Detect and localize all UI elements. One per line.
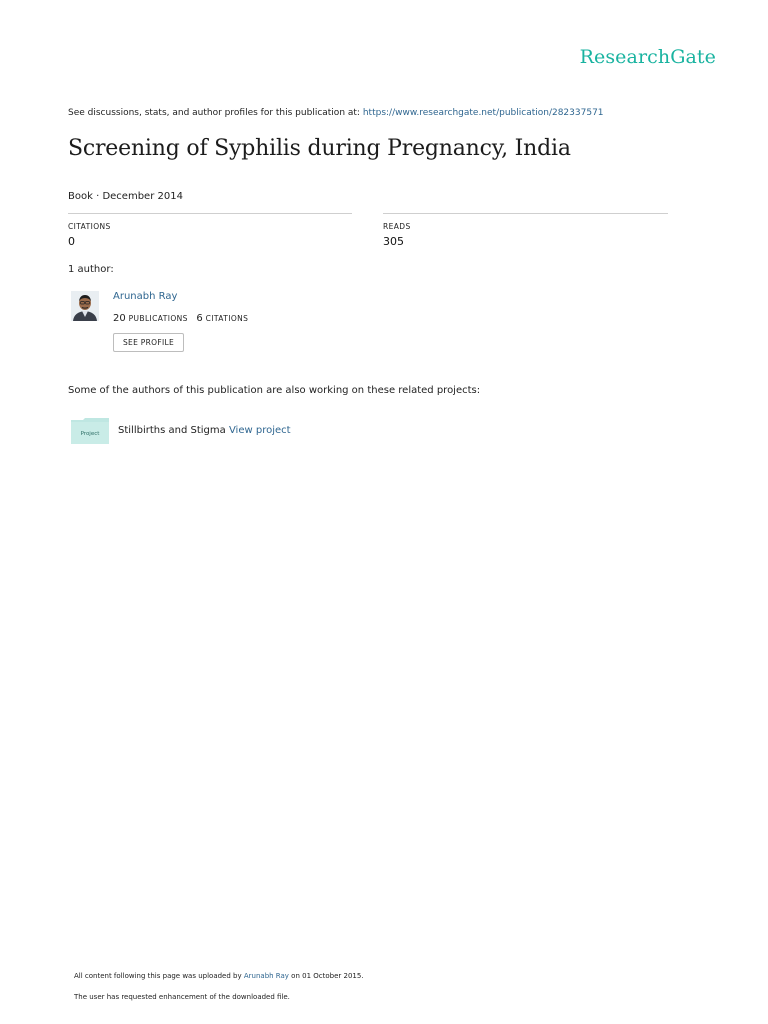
author-citations-count: 6 — [196, 313, 203, 324]
uploader-link[interactable]: Arunabh Ray — [243, 972, 289, 980]
author-citations-label: CITATIONS — [205, 314, 249, 323]
reads-divider — [383, 213, 668, 214]
meta-separator: · — [96, 191, 100, 202]
citations-divider — [68, 213, 352, 214]
authors-count: 1 author: — [68, 264, 114, 275]
enhancement-note: The user has requested enhancement of the downloaded file. — [74, 993, 290, 1001]
publication-title: Screening of Syphilis during Pregnancy, India — [68, 136, 571, 161]
publication-type: Book — [68, 191, 93, 202]
see-profile-button[interactable]: SEE PROFILE — [113, 333, 184, 352]
project-item — [118, 425, 291, 436]
researchgate-logo[interactable]: ResearchGate — [579, 46, 716, 68]
view-project-link[interactable]: View project — [228, 425, 291, 436]
project-folder-svg — [71, 418, 109, 444]
upload-note — [74, 972, 364, 980]
project-folder-icon[interactable] — [71, 418, 109, 444]
publication-date: December 2014 — [102, 191, 183, 202]
publication-meta — [68, 191, 183, 202]
avatar-image — [71, 291, 99, 321]
citations-label: CITATIONS — [68, 222, 111, 231]
upload-suffix: on 01 October 2015. — [291, 972, 364, 980]
author-stats — [113, 313, 248, 324]
discussion-line — [68, 108, 604, 118]
project-name: Stillbirths and Stigma — [118, 425, 226, 436]
author-avatar[interactable] — [71, 291, 99, 321]
author-name-link[interactable]: Arunabh Ray — [113, 291, 178, 302]
citations-value: 0 — [68, 235, 75, 248]
discussion-text: See discussions, stats, and author profiles for this publication at: — [68, 108, 360, 118]
upload-prefix: All content following this page was uploaded by — [74, 972, 242, 980]
reads-label: READS — [383, 222, 411, 231]
related-projects-heading: Some of the authors of this publication are also working on these related projects: — [68, 385, 481, 396]
author-publications-count: 20 — [113, 313, 126, 324]
project-icon-label: Project — [80, 431, 100, 437]
publication-url-link[interactable]: https://www.researchgate.net/publication/282337571 — [362, 108, 604, 118]
author-publications-label: PUBLICATIONS — [128, 314, 188, 323]
reads-value: 305 — [383, 235, 404, 248]
